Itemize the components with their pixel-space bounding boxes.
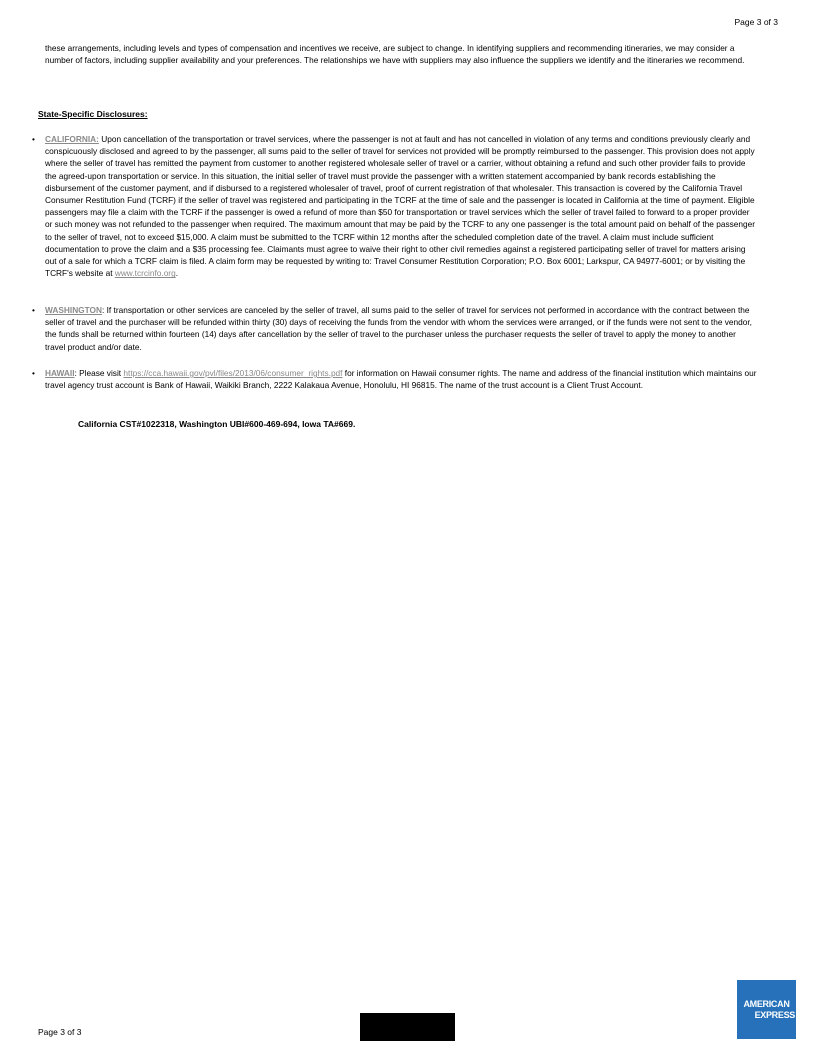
intro-paragraph: these arrangements, including levels and types of compensation and incentives we receive, are subject to change. In identifying suppliers and recommending itineraries, we may consider a number of factors, including supplier availability and your preferences. The relationships we have with suppliers may also influence the suppliers we identify and the itineraries we recommend. (45, 43, 745, 66)
hawaii-consumer-rights-link[interactable]: https://cca.hawaii.gov/pvl/files/2013/06/consumer_rights.pdf (123, 368, 343, 378)
california-disclosure (32, 133, 757, 279)
logo-line-1: AMERICAN (743, 998, 790, 1009)
hawaii-text-after: for information on Hawaii consumer rights. The name and address of the financial institution which maintains our travel agency trust account is Bank of Hawaii, Waikiki Branch, 2222 Kalakaua Avenue, Honolulu, HI 96815. The name of the trust account is a Client Trust Account. (45, 368, 757, 391)
bullet-icon: • (32, 368, 35, 378)
washington-disclosure (32, 304, 757, 353)
section-title: State-Specific Disclosures: (38, 109, 148, 119)
logo-line-2: EXPRESS (754, 1009, 795, 1020)
hawaii-disclosure (32, 367, 757, 391)
bullet-icon: • (32, 134, 35, 144)
license-numbers: California CST#1022318, Washington UBI#600-469-694, Iowa TA#669. (78, 419, 356, 429)
washington-label: WASHINGTON (45, 305, 103, 315)
california-end: . (175, 268, 179, 279)
bullet-icon: • (32, 305, 35, 315)
page-number-footer: Page 3 of 3 (38, 1027, 82, 1037)
california-text: Upon cancellation of the transportation or travel services, where the passenger is not at fault and has not cancelled in violation of any terms and conditions previously clearly and conspicuously disclosed and agreed to by the passenger, all sums paid to the seller of travel for services not provided will be promptly reimbursed to the passenger. This provision does not apply where the seller of travel has remitted the payment from customer to another registered wholesale seller of travel or a carrier, without obtaining a refund and such other provider fails to provide the agreed-upon transportation or service. In this situation, the initial seller of travel must provide the passenger with a written statement accompanied by bank records establishing the disbursement of the customer payment, and if disbursed to a registered wholesaler of travel, proof of current registration of that wholesaler. This transaction is covered by the California Travel Consumer Restitution Fund (TCRF) if the seller of travel was registered and participating in the TCRF at the time of sale and the passenger is located in California at the time of payment. Eligible passengers may file a claim with the TCRF if the passenger is owed a refund of more than $50 for transportation or travel services which the seller of travel failed to forward to a proper provider or such money was not refunded to the passenger when required. The maximum amount that may be paid by the TCRF to any one passenger is the total amount paid on behalf of the passenger to the seller of travel, not to exceed $15,000. A claim must be submitted to the TCRF within 12 months after the scheduled completion date of the travel. A claim must include sufficient documentation to prove the claim and a $35 processing fee. Claimants must agree to waive their right to other civil remedies against a registered participating seller of travel for matters arising out of a sale for which a TCRF claim is filed. A claim form may be requested by writing to: Travel Consumer Restitution Corporation; P.O. Box 6001; Larkspur, CA 94977-6001; or by visiting the TCRF's website at (45, 134, 755, 279)
redaction-block (360, 1013, 455, 1041)
hawaii-label: HAWAII (45, 368, 75, 378)
hawaii-text-before: : Please visit (74, 368, 124, 378)
washington-text: : If transportation or other services are canceled by the seller of travel, all sums paid to the seller of travel for services not performed in accordance with the contract between the seller of travel and the purchaser will be refunded within thirty (30) days of receiving the funds from the vendor with whom the services were arranged, or if the funds were not sent to the vendor, the funds shall be returned within fourteen (14) days after cancellation by the seller of travel to the purchaser unless the purchaser requests the seller of travel to apply the money to another travel product and/or date. (45, 305, 752, 352)
american-express-logo (737, 980, 796, 1039)
tcrf-website-link[interactable]: www.tcrcinfo.org (114, 268, 176, 279)
page-number-header: Page 3 of 3 (734, 17, 778, 27)
california-label: CALIFORNIA: (45, 134, 99, 144)
